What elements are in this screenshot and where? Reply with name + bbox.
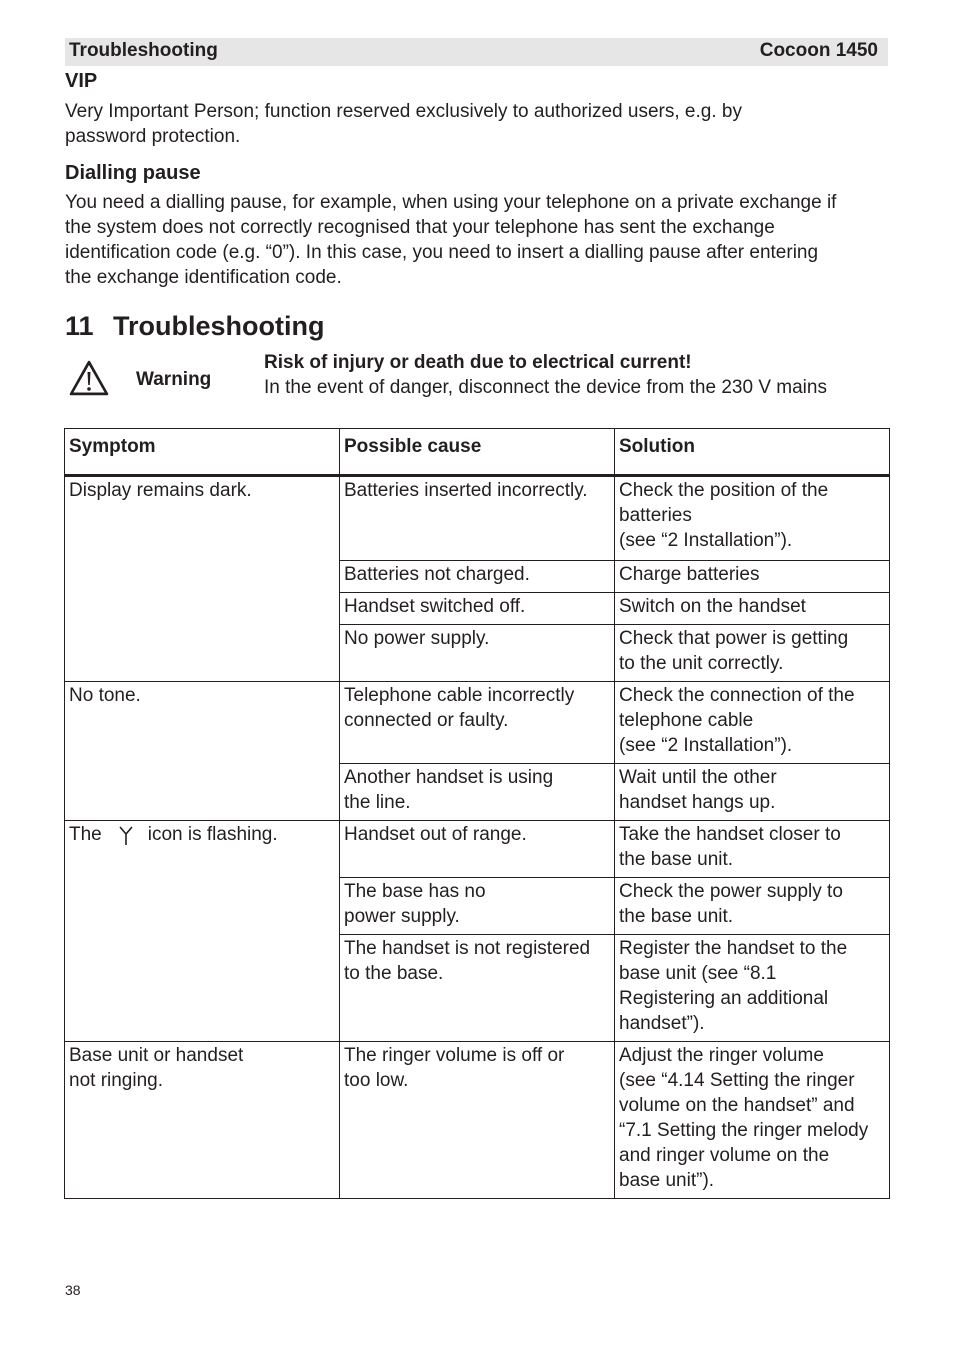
text-line: handset”). [619, 1013, 705, 1034]
chapter-heading [65, 311, 324, 342]
header-possible-cause: Possible cause [340, 429, 615, 476]
text-line: too low. [344, 1070, 409, 1091]
text-line: The handset is not registered [344, 938, 591, 959]
dialling-line-2: the system does not correctly recognised that your telephone has sent the exchange [65, 217, 775, 238]
dialling-line-4: the exchange identification code. [65, 267, 342, 288]
cause-cell: Batteries inserted incorrectly. [340, 476, 615, 561]
cause-cell: Batteries not charged. [340, 561, 615, 593]
text-line: Check that power is getting [619, 628, 849, 649]
header-symptom: Symptom [65, 429, 340, 476]
text-line: the base unit. [619, 906, 734, 927]
text-line: The base has no [344, 881, 486, 902]
text-line: the line. [344, 792, 411, 813]
dialling-pause-definition [65, 190, 890, 290]
solution-cell [615, 682, 890, 764]
cause-cell [340, 1042, 615, 1199]
text-line: to the unit correctly. [619, 653, 784, 674]
cause-cell: No power supply. [340, 625, 615, 682]
text-line: Base unit or handset [69, 1045, 244, 1066]
running-header [65, 38, 888, 66]
header-section-title: Troubleshooting [69, 40, 218, 61]
text-line: The ringer volume is off or [344, 1045, 565, 1066]
text-line: Registering an additional [619, 988, 829, 1009]
text-line: to the base. [344, 963, 444, 984]
text-line: Take the handset closer to [619, 824, 841, 845]
cause-cell: Handset out of range. [340, 821, 615, 878]
text-line: Telephone cable incorrectly [344, 685, 575, 706]
header-product-name: Cocoon 1450 [759, 40, 878, 61]
antenna-icon [118, 824, 134, 846]
cause-cell [340, 764, 615, 821]
solution-cell [615, 764, 890, 821]
text-line: not ringing. [69, 1070, 164, 1091]
table-row [65, 682, 890, 764]
text-line: and ringer volume on the [619, 1145, 830, 1166]
solution-cell: Charge batteries [615, 561, 890, 593]
text-line: Another handset is using [344, 767, 554, 788]
table-row [65, 1042, 890, 1199]
vip-definition [65, 99, 890, 149]
cause-cell [340, 935, 615, 1042]
warning-text: In the event of danger, disconnect the device from the 230 V mains [264, 377, 827, 398]
symptom-cell: Display remains dark. [65, 476, 340, 682]
troubleshooting-table [64, 428, 890, 1199]
dialling-pause-term: Dialling pause [65, 162, 201, 184]
warning-heading: Risk of injury or death due to electrical current! [264, 352, 692, 373]
cause-cell [340, 878, 615, 935]
solution-cell: Switch on the handset [615, 593, 890, 625]
text-line: connected or faulty. [344, 710, 509, 731]
text-line: Wait until the other [619, 767, 777, 788]
solution-cell [615, 1042, 890, 1199]
table-row [65, 821, 890, 878]
table-row [65, 476, 890, 561]
dialling-line-1: You need a dialling pause, for example, when using your telephone on a private exchange if [65, 192, 837, 213]
text-line: the base unit. [619, 849, 734, 870]
solution-cell [615, 821, 890, 878]
text-line: Register the handset to the [619, 938, 848, 959]
dialling-line-3: identification code (e.g. “0”). In this case, you need to insert a dialling pause after entering [65, 242, 819, 263]
solution-cell [615, 935, 890, 1042]
chapter-number: 11 [65, 311, 94, 341]
text-line: “7.1 Setting the ringer melody [619, 1120, 869, 1141]
solution-cell [615, 625, 890, 682]
warning-triangle-icon [69, 360, 109, 396]
text-line: base unit (see “8.1 [619, 963, 777, 984]
symptom-cell: No tone. [65, 682, 340, 821]
table-header-row [65, 429, 890, 476]
text-line: volume on the handset” and [619, 1095, 855, 1116]
solution-cell [615, 476, 890, 561]
text-line: base unit”). [619, 1170, 715, 1191]
text-line: Check the power supply to [619, 881, 843, 902]
text-line: batteries [619, 505, 692, 526]
symptom-cell [65, 1042, 340, 1199]
cause-cell [340, 682, 615, 764]
text-line: telephone cable [619, 710, 754, 731]
text-line: power supply. [344, 906, 460, 927]
text-line: (see “4.14 Setting the ringer [619, 1070, 855, 1091]
text-line: (see “2 Installation”). [619, 735, 793, 756]
warning-label: Warning [136, 369, 212, 390]
text-line: Check the position of the [619, 480, 829, 501]
vip-line-2: password protection. [65, 126, 241, 147]
page-number: 38 [65, 1282, 81, 1298]
symptom-text-pre: The [69, 824, 102, 845]
symptom-text-post: icon is flashing. [147, 824, 278, 845]
vip-term: VIP [65, 70, 98, 92]
text-line: Check the connection of the [619, 685, 855, 706]
text-line: handset hangs up. [619, 792, 776, 813]
text-line: (see “2 Installation”). [619, 530, 793, 551]
chapter-title: Troubleshooting [113, 311, 325, 341]
vip-line-1: Very Important Person; function reserved exclusively to authorized users, e.g. by [65, 101, 742, 122]
text-line: Adjust the ringer volume [619, 1045, 824, 1066]
solution-cell [615, 878, 890, 935]
header-solution: Solution [615, 429, 890, 476]
cause-cell: Handset switched off. [340, 593, 615, 625]
symptom-cell [65, 821, 340, 1042]
